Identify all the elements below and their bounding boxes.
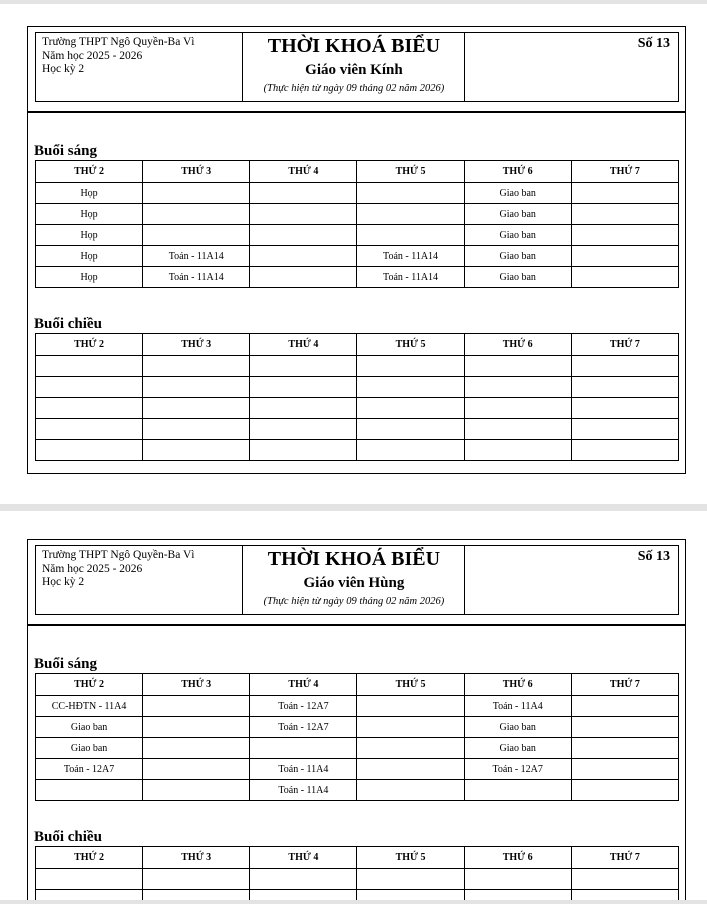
sheet-number-cell [465,33,678,101]
timetable-row [36,717,679,738]
timetable-cell: CC-HĐTN - 11A4 [36,696,143,717]
day-header: THỨ 4 [250,161,357,183]
timetable-cell [357,398,464,419]
day-header: THỨ 2 [36,847,143,869]
document-header [35,545,679,615]
teacher-name: Giáo viên Hùng [303,575,405,591]
timetable-cell [357,780,464,801]
timetable-cell [571,246,678,267]
timetable-cell: Giao ban [464,225,571,246]
timetable-cell: Toán - 11A14 [357,267,464,288]
timetable-cell: Giao ban [36,738,143,759]
viewer-edge-bottom [0,900,707,904]
timetable-row [36,377,679,398]
timetable-cell [36,440,143,461]
viewer-edge-top [0,0,707,4]
page-border-frame [27,539,686,904]
day-header: THỨ 3 [143,161,250,183]
timetable-row [36,780,679,801]
teacher-name: Giáo viên Kính [305,62,403,78]
sheet-number: Số 13 [637,549,670,564]
timetable-cell [357,696,464,717]
timetable-cell [143,717,250,738]
school-info [36,33,243,101]
timetable-cell [36,780,143,801]
timetable-cell [571,183,678,204]
day-header: THỨ 7 [571,161,678,183]
timetable-cell [571,204,678,225]
timetable-row [36,267,679,288]
timetable-cell [250,356,357,377]
day-header: THỨ 3 [143,847,250,869]
afternoon-timetable [35,333,679,461]
day-header: THỨ 4 [250,674,357,696]
timetable-cell [250,246,357,267]
day-header: THỨ 7 [571,674,678,696]
day-header-row [36,847,679,869]
school-year: Năm học 2025 - 2026 [42,562,143,575]
timetable-cell [143,398,250,419]
timetable-cell: Họp [36,267,143,288]
timetable-cell [464,869,571,890]
timetable-cell [571,717,678,738]
timetable-row [36,759,679,780]
timetable-cell [464,419,571,440]
timetable-row [36,246,679,267]
page-gap [0,504,707,511]
timetable-cell [143,225,250,246]
timetable-cell [143,780,250,801]
day-header: THỨ 3 [143,334,250,356]
afternoon-session-label: Buổi chiều [34,829,102,845]
timetable-cell [357,419,464,440]
timetable-cell [143,204,250,225]
timetable-cell [571,225,678,246]
timetable-cell [250,267,357,288]
timetable-cell [571,398,678,419]
timetable-cell [571,759,678,780]
timetable-cell [357,204,464,225]
timetable-cell: Họp [36,183,143,204]
timetable-cell [571,440,678,461]
day-header: THỨ 6 [464,161,571,183]
title-block [243,33,465,101]
timetable-cell [571,356,678,377]
timetable-row [36,204,679,225]
day-header: THỨ 4 [250,847,357,869]
timetable-cell [464,377,571,398]
timetable-cell [464,356,571,377]
day-header-row [36,161,679,183]
timetable-cell [464,780,571,801]
timetable-cell [357,183,464,204]
timetable-cell: Toán - 11A4 [250,780,357,801]
timetable-cell: Toán - 11A14 [143,246,250,267]
day-header: THỨ 5 [357,847,464,869]
day-header: THỨ 2 [36,674,143,696]
timetable-cell [143,759,250,780]
timetable-row [36,398,679,419]
timetable-cell: Toán - 11A14 [357,246,464,267]
effective-date: (Thực hiện từ ngày 09 tháng 02 năm 2026) [263,83,445,94]
page-1 [0,4,707,504]
timetable-cell [250,738,357,759]
timetable-cell [143,696,250,717]
timetable-cell [357,759,464,780]
timetable-cell [357,356,464,377]
timetable-cell: Giao ban [464,183,571,204]
timetable-cell: Toán - 12A7 [464,759,571,780]
timetable-cell [571,869,678,890]
timetable-cell [357,869,464,890]
day-header: THỨ 7 [571,334,678,356]
effective-date: (Thực hiện từ ngày 09 tháng 02 năm 2026) [263,596,445,607]
timetable-cell [36,398,143,419]
timetable-cell [571,377,678,398]
timetable-row [36,419,679,440]
timetable-cell [143,419,250,440]
timetable-cell [571,696,678,717]
timetable-cell [143,183,250,204]
timetable-cell [464,398,571,419]
day-header-row [36,674,679,696]
timetable-cell [250,869,357,890]
timetable-cell [357,440,464,461]
timetable-cell [143,356,250,377]
timetable-cell: Toán - 11A4 [250,759,357,780]
day-header: THỨ 6 [464,847,571,869]
timetable-cell: Giao ban [464,246,571,267]
timetable-cell: Họp [36,225,143,246]
timetable-cell [250,398,357,419]
sheet-number: Số 13 [637,36,670,51]
timetable-cell [143,738,250,759]
day-header: THỨ 6 [464,674,571,696]
page-2 [0,511,707,904]
timetable-cell [571,738,678,759]
school-name: Trường THPT Ngô Quyền-Ba Vì [42,36,195,48]
timetable-cell: Toán - 11A14 [143,267,250,288]
document-header [35,32,679,102]
document-title: THỜI KHOÁ BIỂU [267,548,441,570]
header-divider [28,111,685,113]
timetable-cell: Toán - 12A7 [36,759,143,780]
day-header-row [36,334,679,356]
school-info [36,546,243,614]
timetable-cell: Giao ban [464,267,571,288]
afternoon-timetable [35,846,679,904]
day-header: THỨ 3 [143,674,250,696]
timetable-cell: Toán - 12A7 [250,696,357,717]
day-header: THỨ 5 [357,161,464,183]
timetable-row [36,356,679,377]
page-border-frame [27,26,686,474]
timetable-cell [250,204,357,225]
timetable-cell: Giao ban [464,738,571,759]
timetable-row [36,738,679,759]
morning-timetable [35,160,679,288]
timetable-cell [250,419,357,440]
day-header: THỨ 2 [36,334,143,356]
sheet-number-cell [465,546,678,614]
timetable-cell: Giao ban [464,204,571,225]
header-divider [28,624,685,626]
timetable-row [36,183,679,204]
timetable-cell [250,440,357,461]
timetable-cell [357,377,464,398]
timetable-cell: Giao ban [464,717,571,738]
timetable-row [36,225,679,246]
timetable-cell [36,419,143,440]
timetable-cell [143,377,250,398]
timetable-cell [36,869,143,890]
day-header: THỨ 2 [36,161,143,183]
semester: Học kỳ 2 [42,63,85,75]
timetable-cell [357,225,464,246]
semester: Học kỳ 2 [42,576,85,588]
timetable-cell [250,377,357,398]
timetable-cell [571,267,678,288]
morning-timetable [35,673,679,801]
timetable-cell: Toán - 11A4 [464,696,571,717]
morning-session-label: Buổi sáng [34,656,97,672]
timetable-cell: Họp [36,204,143,225]
timetable-cell: Họp [36,246,143,267]
timetable-cell [464,440,571,461]
school-year: Năm học 2025 - 2026 [42,49,143,62]
timetable-cell [250,183,357,204]
day-header: THỨ 5 [357,674,464,696]
timetable-cell [571,419,678,440]
school-name: Trường THPT Ngô Quyền-Ba Vì [42,549,195,561]
timetable-cell [143,869,250,890]
timetable-cell [571,780,678,801]
timetable-cell: Giao ban [36,717,143,738]
afternoon-session-label: Buổi chiều [34,316,102,332]
timetable-cell [36,356,143,377]
morning-session-label: Buổi sáng [34,143,97,159]
timetable-row [36,869,679,890]
timetable-cell [357,738,464,759]
timetable-cell [36,377,143,398]
timetable-row [36,440,679,461]
document-title: THỜI KHOÁ BIỂU [267,35,441,57]
title-block [243,546,465,614]
day-header: THỨ 5 [357,334,464,356]
timetable-row [36,696,679,717]
day-header: THỨ 4 [250,334,357,356]
timetable-cell [357,717,464,738]
day-header: THỨ 6 [464,334,571,356]
timetable-cell [250,225,357,246]
day-header: THỨ 7 [571,847,678,869]
timetable-cell [143,440,250,461]
timetable-cell: Toán - 12A7 [250,717,357,738]
